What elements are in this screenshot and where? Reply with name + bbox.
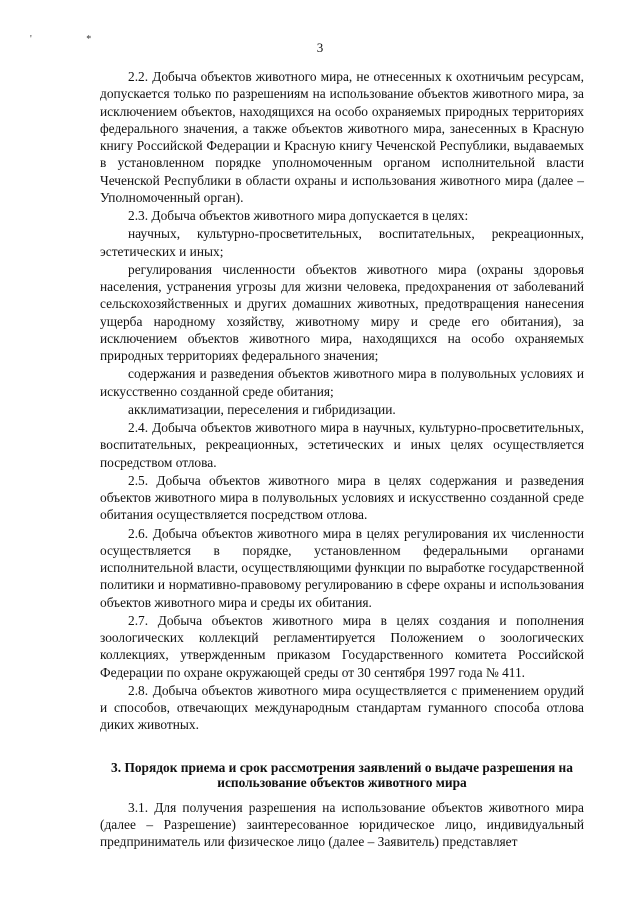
paragraph-2-3-item-acclimatization: акклиматизации, переселения и гибридизации. bbox=[128, 401, 396, 417]
paragraph-2-4: 2.4. Добыча объектов животного мира в научных, культурно-просветительных, воспитательных, рекреационных, эстетических и иных целях осуществляется посредством отлова. bbox=[100, 420, 584, 470]
paragraph-2-7: 2.7. Добыча объектов животного мира в целях создания и пополнения зоологических коллекций регламентируется Положением о зоологических коллекциях, утвержденным приказом Государственного комитета Российской Федерации по охране окружающей среды от 30 сентября 1997 года № 411. bbox=[100, 612, 584, 680]
paragraph-2-3-item-breeding: содержания и разведения объектов животного мира в полувольных условиях и искусственно созданной среде обитания; bbox=[100, 366, 584, 399]
paragraph-2-6: 2.6. Добыча объектов животного мира в целях регулирования их численности осуществляется в порядке, установленном федеральными органами исполнительной власти, осуществляющими функции по выработке государственной политики и нормативно-правовому регулированию в сфере охраны и использования объектов животного мира и среды их обитания. bbox=[100, 525, 584, 610]
page-number: 3 bbox=[316, 40, 324, 55]
section-3-heading: 3. Порядок приема и срок рассмотрения заявлений о выдаче разрешения на использование объектов животного мира bbox=[111, 759, 573, 790]
paragraph-2-3-item-regulation: регулирования численности объектов животного мира (охраны здоровья населения, устранения угрозы для жизни человека, предохранения от заболеваний сельскохозяйственных и других домашних животных, предотвращения нанесения ущерба народному хозяйству, животному миру и среде его обитания), за исключением объектов животного мира, находящихся на особо охраняемых природных территориях федерального значения; bbox=[100, 261, 584, 363]
paragraph-2-8: 2.8. Добыча объектов животного мира осуществляется с применением орудий и способов, отвечающих международным стандартам гуманного способа отлова диких животных. bbox=[100, 682, 584, 733]
paragraph-2-3-item-scientific: научных, культурно-просветительных, воспитательных, рекреационных, эстетических и иных; bbox=[100, 226, 584, 259]
paragraph-2-5: 2.5. Добыча объектов животного мира в целях содержания и разведения объектов животного мира в полувольных условиях и искусственно созданной среде обитания осуществляется посредством отлова. bbox=[100, 472, 584, 523]
paragraph-2-2: 2.2. Добыча объектов животного мира, не отнесенных к охотничьим ресурсам, допускается только по разрешениям на использование объектов животного мира, за исключением объектов, находящихся на особо охраняемых природных территориях федерального значения, а также объектов животного мира, занесенных в Красную книгу Российской Федерации и Красную книгу Чеченской Республики, выдаваемых в установленном порядке уполномоченным органом исполнительной власти Чеченской Республики в области охраны и использования животного мира (далее – Уполномоченный орган). bbox=[100, 69, 584, 205]
paragraph-3-1: 3.1. Для получения разрешения на использование объектов животного мира (далее – Разрешение) заинтересованное юридическое лицо, индивидуальный предприниматель или физическое лицо (далее – Заявитель) представляет bbox=[100, 799, 584, 849]
scan-specks: ' * bbox=[30, 34, 118, 45]
paragraph-2-3: 2.3. Добыча объектов животного мира допускается в целях: bbox=[128, 208, 469, 223]
document-body bbox=[100, 68, 584, 850]
